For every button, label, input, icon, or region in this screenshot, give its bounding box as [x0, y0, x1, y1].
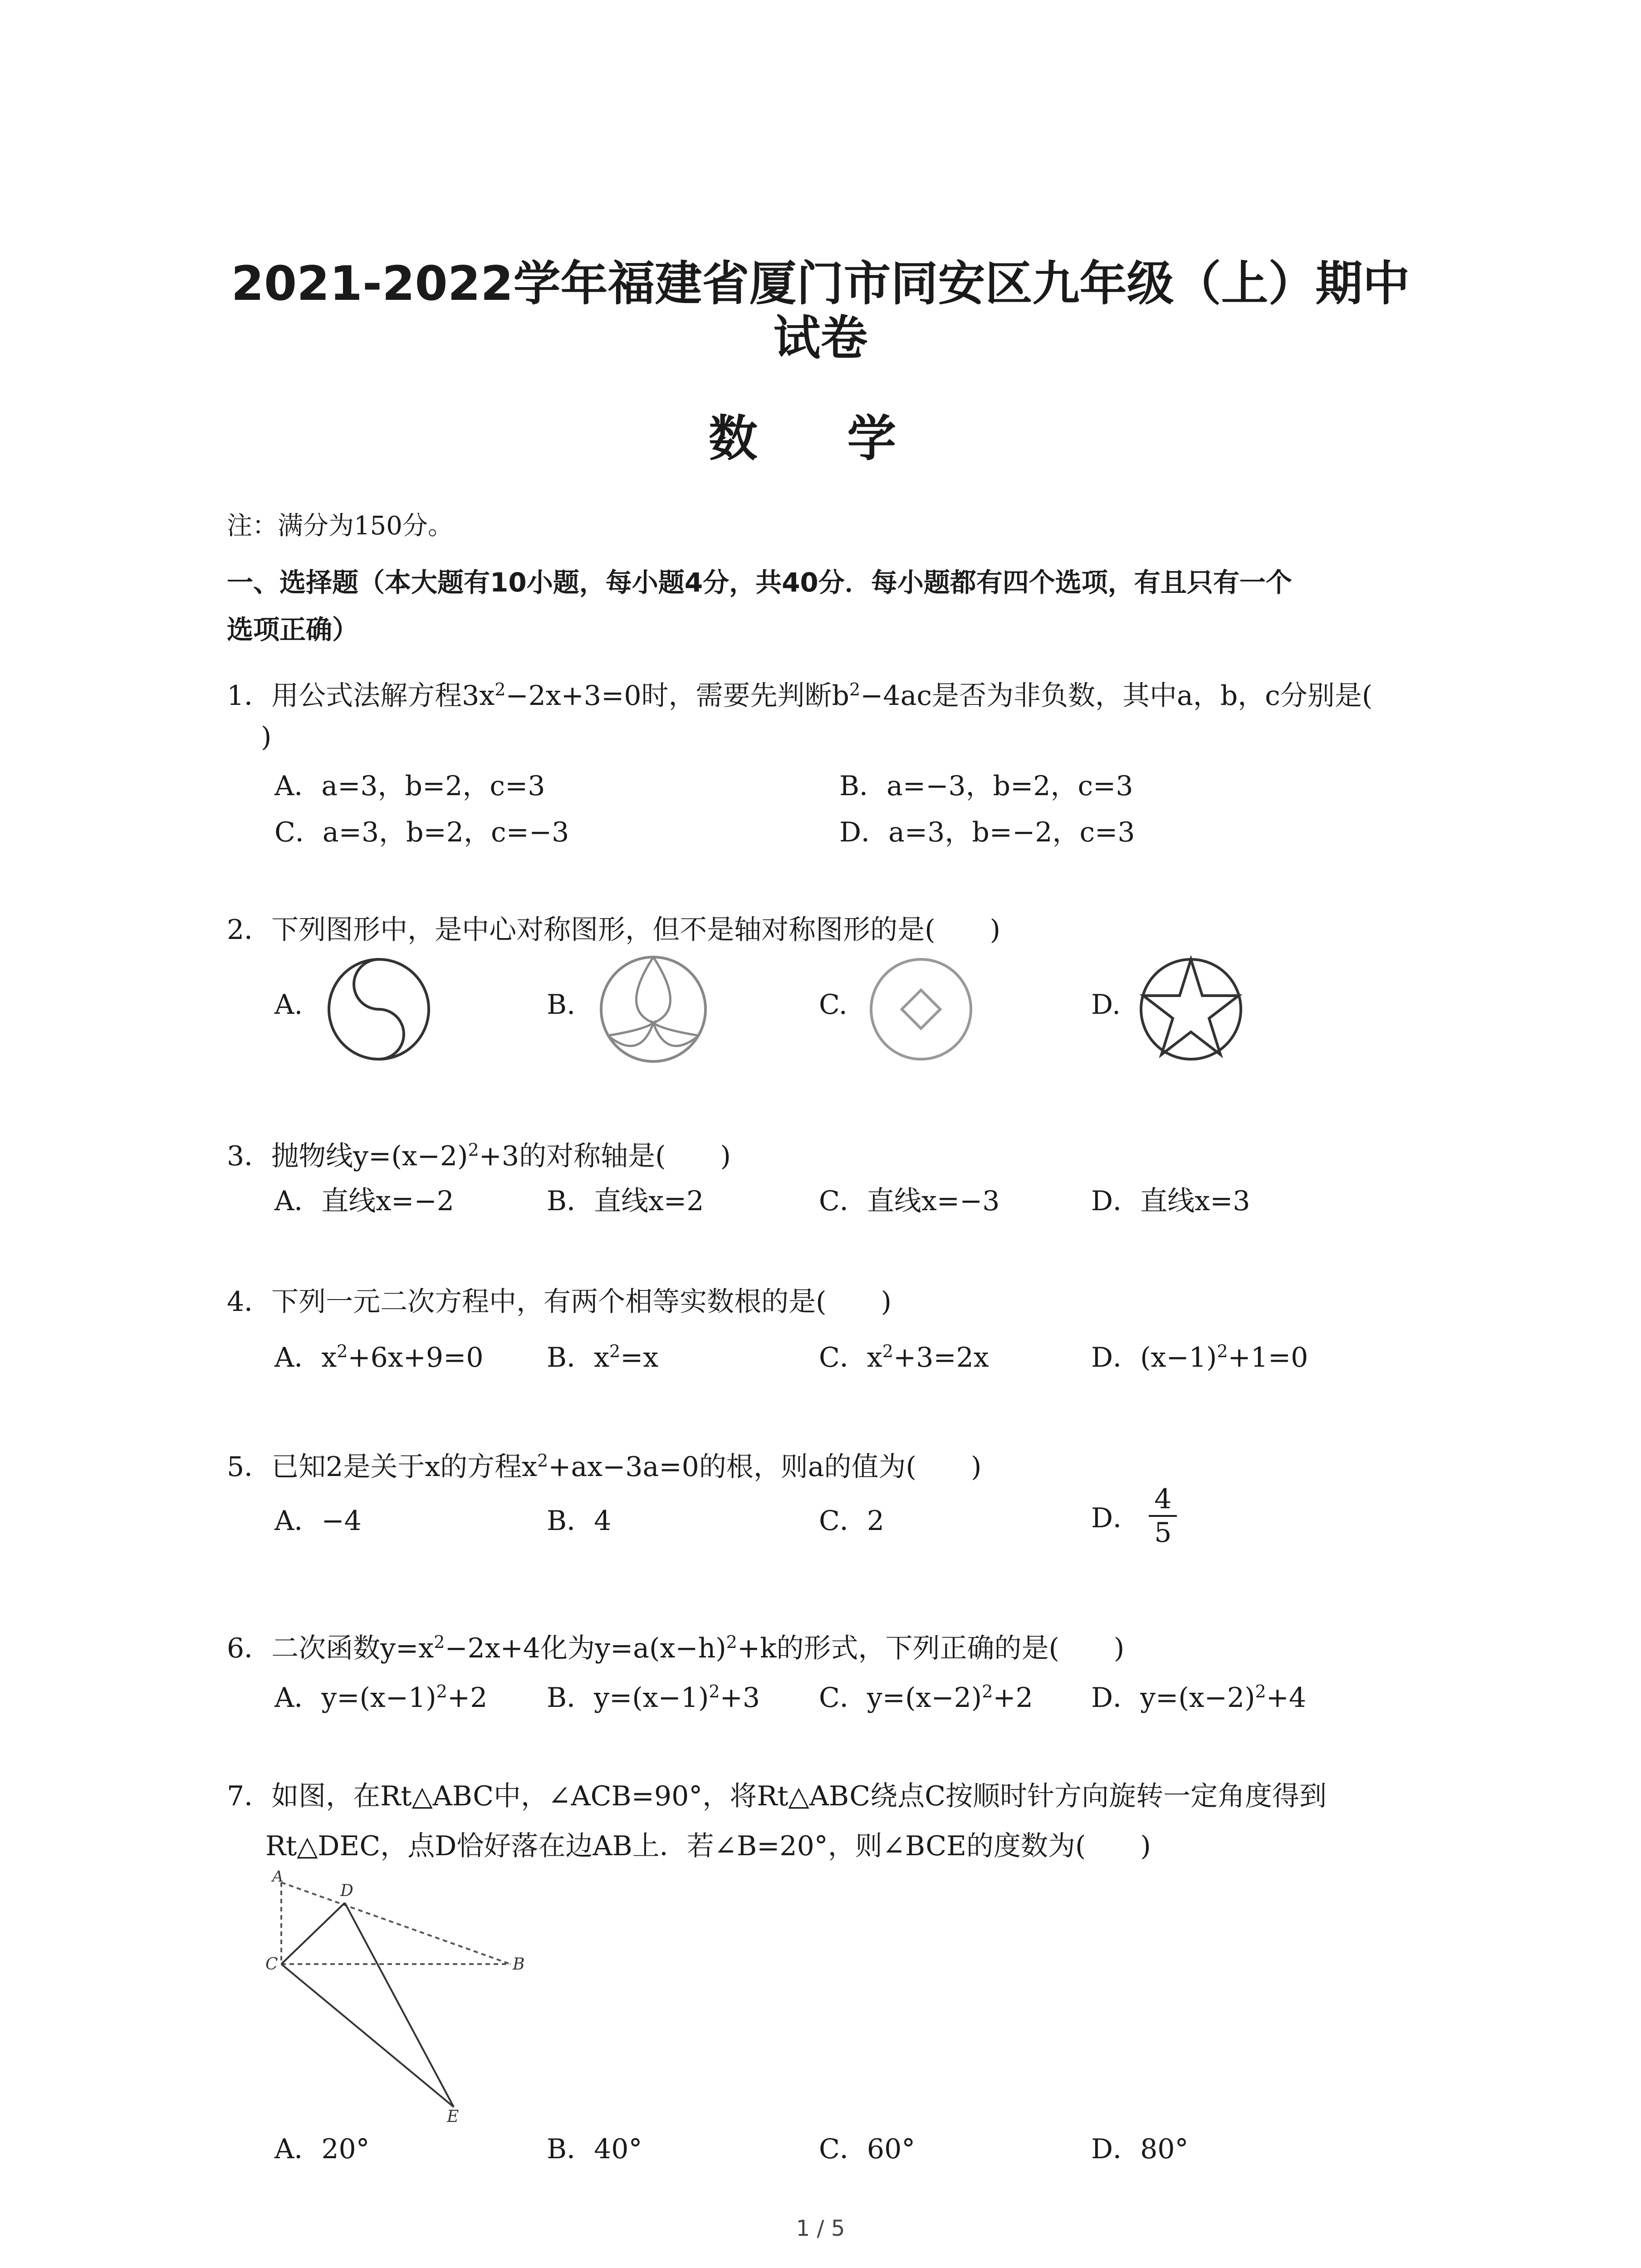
q5-option-b: B．4 — [547, 1505, 612, 1537]
point-e-label: E — [447, 2107, 459, 2123]
q5-option-d-fraction: $\frac{4}{5}$ — [1149, 1483, 1177, 1549]
q4-option-b: B．$x^2=x$ — [547, 1341, 659, 1374]
q6-option-d: D．$y=(x-2)^2+4$ — [1091, 1681, 1307, 1714]
subject-heading: 数 学 — [708, 411, 933, 467]
q4-option-a: A．$x^2+6x+9=0$ — [274, 1341, 484, 1374]
page-number: 1 / 5 — [796, 2216, 845, 2241]
q4-option-c: C．$x^2+3=2x$ — [819, 1341, 989, 1374]
section-heading-line1: 一、选择题（本大题有10小题，每小题4分，共40分．每小题都有四个选项，有且只有一个 — [227, 567, 1292, 598]
question-1-stem — [227, 667, 1372, 719]
q6-option-c: C．$y=(x-2)^2+2$ — [819, 1681, 1033, 1714]
q7-option-d: D．80° — [1091, 2133, 1189, 2165]
question-1-stem-line2: ) — [261, 721, 272, 753]
page-title-line2: 试卷 — [773, 310, 868, 366]
q7-option-b: B．40° — [547, 2133, 642, 2165]
q6-option-a: A．$y=(x-1)^2+2$ — [274, 1681, 488, 1714]
q3-sup: 2 — [468, 1140, 479, 1160]
point-c-label: C — [265, 1955, 278, 1974]
q1-part2: −2x+3=0时，需要先判断b — [505, 680, 849, 712]
question-4-stem: 4．下列一元二次方程中，有两个相等实数根的是( ) — [227, 1286, 892, 1318]
q3-option-a: A．直线x=−2 — [274, 1185, 454, 1217]
q1-option-b: B．a=−3，b=2，c=3 — [839, 770, 1133, 802]
q3-part1: 3．抛物线y=(x−2) — [227, 1140, 468, 1172]
question-3-stem — [227, 1127, 731, 1179]
q5-sup: 2 — [537, 1451, 549, 1471]
coin-square-figure — [867, 955, 975, 1064]
q5-option-c: C．2 — [819, 1505, 885, 1537]
q1-option-a: A．a=3，b=2，c=3 — [274, 770, 545, 802]
q5-option-d — [1091, 1483, 1177, 1549]
three-petal-circle-figure — [594, 950, 712, 1068]
q4-option-d: D．$(x-1)^2+1=0$ — [1091, 1341, 1308, 1374]
star-in-circle-figure — [1136, 955, 1245, 1064]
page-title-line1: 2021-2022学年福建省厦门市同安区九年级（上）期中 — [231, 256, 1410, 311]
q6-option-b: B．$y=(x-1)^2+3$ — [547, 1681, 760, 1714]
q5-option-d-label: D． — [1091, 1502, 1141, 1534]
q3-option-b: B．直线x=2 — [547, 1185, 704, 1217]
question-7-stem-line1: 7．如图，在Rt△ABC中，∠ACB=90°，将Rt△ABC绕点C按顺时针方向旋转一定角度得到 — [227, 1780, 1327, 1812]
q1-option-c: C．a=3，b=2，c=−3 — [274, 816, 569, 848]
question-7-stem-line2: Rt△DEC，点D恰好落在边AB上．若∠B=20°，则∠BCE的度数为( ) — [265, 1830, 1151, 1862]
q7-option-c: C．60° — [819, 2133, 916, 2165]
q1-sup1: 2 — [495, 679, 506, 699]
q2-label-d: D. — [1091, 989, 1121, 1021]
point-b-label: B — [513, 1955, 525, 1974]
q2-label-a: A. — [274, 989, 303, 1021]
q5-option-a: A．−4 — [274, 1505, 362, 1537]
yin-yang-figure — [324, 955, 433, 1064]
q3-part2: +3的对称轴是( ) — [479, 1140, 731, 1172]
point-a-label: A — [272, 1869, 284, 1886]
q5-part1: 5．已知2是关于x的方程x — [227, 1451, 538, 1483]
q1-option-d: D．a=3，b=−2，c=3 — [839, 816, 1135, 848]
point-d-label: D — [340, 1882, 353, 1900]
q5-part2: +ax−3a=0的根，则a的值为( ) — [548, 1451, 982, 1483]
q1-sup2: 2 — [849, 679, 861, 699]
question-5-stem — [227, 1438, 981, 1490]
question-6-stem: 6．二次函数$y=x^2-2x+4$化为$y=a(x-h)^2+k$的形式，下列正确的是( ) — [227, 1632, 1125, 1664]
q2-label-b: B. — [547, 989, 576, 1021]
q1-part1: 1．用公式法解方程3x — [227, 680, 495, 712]
q3-option-c: C．直线x=−3 — [819, 1185, 1000, 1217]
q3-option-d: D．直线x=3 — [1091, 1185, 1250, 1217]
section-heading-line2: 选项正确） — [227, 614, 359, 645]
q2-label-c: C. — [819, 989, 847, 1021]
triangle-rotation-figure — [263, 1869, 535, 2123]
q7-option-a: A．20° — [274, 2133, 370, 2165]
q1-part3: −4ac是否为非负数，其中a，b，c分别是( — [860, 680, 1373, 712]
question-2-stem: 2．下列图形中，是中心对称图形，但不是轴对称图形的是( ) — [227, 914, 1000, 946]
score-note: 注：满分为150分。 — [227, 511, 453, 541]
